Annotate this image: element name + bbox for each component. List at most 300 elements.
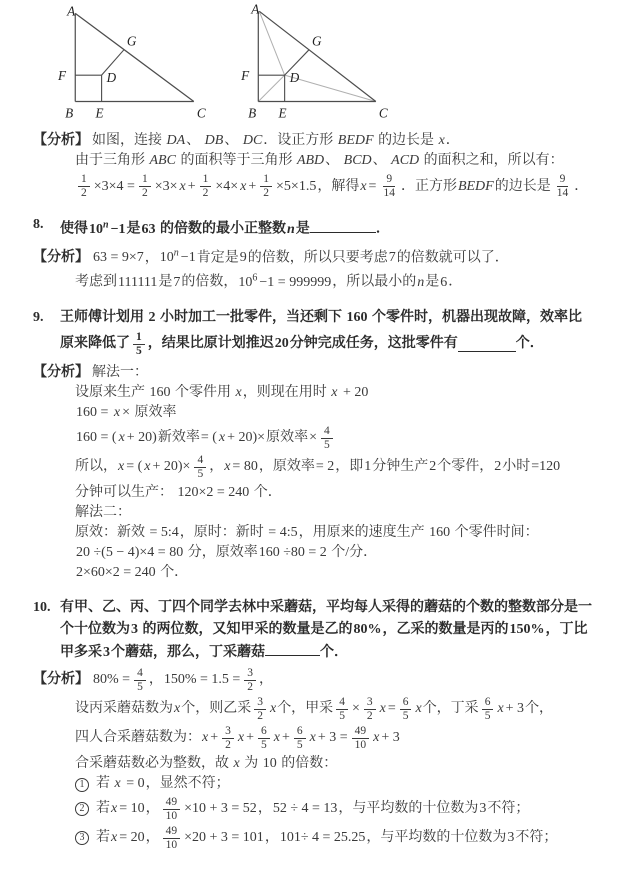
doc-line: [60, 307, 618, 329]
math-var: x: [118, 430, 125, 446]
text-run: 的面积等于三角形: [176, 153, 296, 168]
text-run: 个/分．: [327, 544, 378, 560]
analysis-block-8: [0, 244, 618, 293]
text-run: 分，原效率: [184, 544, 258, 560]
math-var: x: [273, 730, 280, 746]
text-run: 原效率: [266, 430, 309, 446]
math-num: 6: [440, 274, 448, 290]
text-run: 新效率: [157, 430, 200, 446]
fraction-numerator: 3: [364, 696, 376, 710]
fraction: [380, 173, 398, 200]
math-num: 52 ÷ 4 = 13: [272, 801, 338, 817]
vertex-label-C: C: [378, 105, 388, 121]
fraction-numerator: 6: [482, 696, 494, 710]
vertex-label-A: A: [251, 4, 260, 17]
fraction-numerator: 9: [557, 173, 569, 187]
text-run: ，: [144, 250, 159, 266]
math-num: −1: [110, 221, 126, 237]
vertex-label-E: E: [95, 105, 104, 121]
doc-line: [33, 268, 618, 293]
math-var: x: [235, 384, 242, 400]
doc-line: [33, 363, 618, 383]
math-num: ×: [122, 404, 134, 420]
circled-number: 3: [75, 831, 89, 845]
fraction-denominator: 2: [141, 187, 148, 199]
fraction-denominator: 2: [257, 709, 263, 722]
math-num: = 20: [119, 830, 145, 846]
text-run: 肯定是: [196, 250, 239, 266]
fraction: [244, 667, 256, 694]
fraction-numerator: 1: [260, 173, 272, 187]
power-base: 10: [238, 274, 253, 290]
fraction-numerator: 1: [78, 173, 90, 187]
vertex-label-D: D: [106, 70, 117, 86]
math-var: x: [331, 384, 338, 400]
fraction: [200, 173, 212, 200]
math-num: 160: [429, 524, 451, 540]
text-run: 是: [425, 274, 440, 290]
power-exponent: n: [103, 219, 109, 230]
fraction: [482, 696, 494, 723]
math-var: ABC: [149, 153, 176, 168]
doc-line: [33, 725, 618, 752]
text-run: ．: [445, 133, 460, 148]
text-run: 个，丁采: [422, 701, 479, 717]
fraction-numerator: 49: [352, 725, 370, 739]
doc-line: [33, 383, 618, 403]
fraction: [222, 725, 234, 752]
problem-statement: [60, 597, 618, 664]
fraction: [258, 725, 270, 752]
math-var: x: [233, 755, 240, 771]
math-num: 63 = 9×7: [93, 250, 144, 266]
math-num: =120: [531, 459, 561, 475]
problem-number: 10.: [33, 599, 51, 615]
math-var: DB: [204, 133, 224, 148]
fraction: [352, 725, 370, 752]
math-num: ×3×4 =: [93, 178, 135, 194]
text-run: 个十位数为: [60, 621, 130, 637]
math-num: 150%: [509, 621, 545, 637]
text-run: 是: [295, 221, 310, 237]
edge-AC: [75, 13, 194, 101]
power-expression: [159, 247, 179, 266]
text-run: 合采蘑菇数必为整数，故: [75, 755, 233, 771]
problem-statement: [60, 307, 618, 360]
math-num: = 10: [119, 801, 145, 817]
math-var: x: [415, 701, 422, 717]
vertex-label-F: F: [241, 68, 250, 84]
vertex-label-G: G: [126, 33, 137, 49]
text-run: 是: [158, 274, 173, 290]
fraction-numerator: 4: [336, 696, 348, 710]
doc-line: [33, 825, 618, 852]
fraction: [163, 825, 181, 852]
math-num: 101÷ 4 = 25.25: [279, 830, 366, 846]
problem-number: 8.: [33, 217, 44, 232]
text-run: 不符；: [487, 801, 530, 817]
text-run: 设原来生产: [75, 384, 149, 400]
fraction-denominator: 2: [81, 187, 87, 199]
fraction-denominator: 5: [402, 709, 409, 722]
math-num: 160: [149, 384, 171, 400]
text-run: ．正方形: [400, 178, 457, 194]
text-run: 、: [372, 153, 391, 168]
math-num: 63: [141, 221, 156, 237]
math-num: = 0: [122, 775, 145, 791]
fraction-numerator: 4: [321, 425, 333, 439]
answer-blank: [458, 337, 516, 352]
doc-line: [33, 454, 618, 481]
text-run: 不符；: [515, 830, 558, 846]
math-num: 80% =: [93, 672, 131, 688]
math-num: 7: [388, 250, 396, 266]
math-var: x: [144, 459, 151, 475]
text-run: ，用原来的速度生产: [298, 524, 429, 540]
fraction-numerator: 1: [139, 173, 151, 187]
math-num: = 2: [315, 459, 335, 475]
text-run: ，: [145, 830, 160, 846]
circled-number: 1: [75, 778, 89, 792]
math-num: +: [210, 730, 219, 746]
text-run: 、: [186, 133, 204, 148]
fraction-denominator: 5: [484, 709, 491, 722]
math-var: BEDF: [337, 133, 374, 148]
doc-line: [60, 331, 618, 358]
text-run: 、: [224, 133, 242, 148]
math-num: + 20)×: [152, 459, 191, 475]
doc-line: [33, 523, 618, 543]
fraction-denominator: 2: [247, 680, 254, 693]
text-run: 个．: [320, 644, 348, 660]
fraction-numerator: 6: [400, 696, 412, 710]
text-run: 小时加工一批零件，当还剩下: [156, 309, 346, 325]
math-num: ×20 + 3 = 101: [184, 830, 264, 846]
analysis-block-squares: [0, 131, 618, 200]
fraction-numerator: 49: [163, 825, 181, 839]
text-run: ，: [259, 672, 274, 688]
text-run: 个．: [515, 336, 544, 352]
math-num: 2×60×2 = 240: [76, 564, 156, 580]
math-var: ABD: [296, 153, 325, 168]
math-num: + 20: [339, 384, 369, 400]
math-num: =: [387, 701, 396, 717]
fraction-denominator: 10: [354, 738, 367, 751]
fraction: [554, 173, 572, 200]
text-run: 、: [325, 153, 343, 168]
math-var: n: [287, 221, 295, 237]
math-var: x: [379, 701, 386, 717]
math-var: x: [373, 730, 380, 746]
math-num: 10: [262, 755, 277, 771]
math-num: ×: [309, 430, 317, 446]
fraction: [133, 331, 145, 358]
text-run: 的边长是: [374, 133, 438, 148]
text-run: 个，: [525, 701, 554, 717]
text-run: 由于三角形: [75, 153, 149, 168]
fraction-denominator: 5: [137, 680, 143, 693]
text-run: 解法二：: [75, 504, 131, 520]
text-run: 四人合采蘑菇数为：: [75, 730, 201, 746]
doc-line: [33, 667, 618, 694]
math-num: −1 = 999999: [259, 274, 332, 290]
math-var: x: [111, 801, 118, 817]
doc-line: [33, 503, 618, 523]
text-run: ，显然不符；: [145, 775, 230, 791]
math-num: 1: [364, 459, 372, 475]
math-num: 7: [173, 274, 181, 290]
vertex-label-D: D: [289, 70, 300, 86]
fraction-denominator: 10: [165, 838, 178, 851]
doc-line: [33, 131, 618, 151]
math-var: x: [174, 701, 181, 717]
analysis-label: 【分析】: [33, 364, 89, 380]
fraction-denominator: 14: [556, 187, 569, 199]
fraction-numerator: 3: [222, 725, 234, 739]
text-run: ，原时：新时: [179, 524, 264, 540]
power-expression: [89, 219, 109, 237]
text-run: 个零件时间：: [451, 524, 539, 540]
math-num: 20: [274, 336, 289, 352]
doc-line: [33, 483, 618, 503]
math-num: ×5×1.5: [276, 178, 317, 194]
text-run: 的面积之和，所以有：: [420, 153, 564, 168]
math-var: x: [202, 730, 209, 746]
analysis-block-9: [0, 363, 618, 583]
text-run: ，: [145, 801, 160, 817]
math-var: x: [237, 730, 245, 746]
math-num: 160 =: [76, 404, 112, 420]
fraction: [134, 667, 146, 694]
analysis-label: 【分析】: [33, 672, 89, 688]
doc-line: [60, 597, 618, 619]
math-var: x: [438, 133, 445, 148]
text-run: 个零件用: [171, 384, 235, 400]
vertex-label-E: E: [278, 105, 287, 121]
math-var: ACD: [391, 153, 420, 168]
text-run: 小时: [502, 459, 531, 475]
text-run: 若: [96, 775, 114, 791]
math-num: ×: [351, 701, 360, 717]
fraction-denominator: 5: [323, 438, 330, 451]
figure-row: [0, 4, 618, 128]
fraction: [260, 173, 272, 200]
text-run: 若: [96, 801, 110, 817]
math-num: 120×2 = 240: [177, 484, 250, 500]
math-var: x: [240, 178, 247, 194]
math-var: DA: [166, 133, 186, 148]
math-num: 9: [239, 250, 247, 266]
answer-blank: [265, 641, 320, 656]
text-run: ，即: [335, 459, 364, 475]
doc-line: [33, 563, 618, 583]
fraction-numerator: 9: [383, 173, 395, 187]
math-num: 3: [103, 644, 110, 660]
fraction: [254, 696, 266, 723]
text-run: ，解得: [317, 178, 360, 194]
text-run: ，乙采的数量是丙的: [382, 621, 509, 637]
math-num: + 3 =: [317, 730, 348, 746]
power-base: 10: [89, 221, 103, 237]
math-num: = 4:5: [264, 524, 298, 540]
power-exponent: n: [173, 247, 179, 259]
doc-line: [33, 244, 618, 269]
text-run: 的倍数就可以了．: [396, 250, 509, 266]
math-num: 80%: [353, 621, 382, 637]
fraction-numerator: 49: [163, 796, 181, 810]
math-num: = 80: [232, 459, 258, 475]
text-run: ．设正方形: [263, 133, 337, 148]
fraction-denominator: 5: [197, 467, 204, 480]
math-num: = (: [126, 459, 143, 475]
text-run: ，与平均数的十位数为: [366, 830, 507, 846]
analysis-block-10: [0, 667, 618, 852]
math-num: =: [368, 178, 377, 194]
fraction-denominator: 5: [339, 709, 345, 722]
fraction-denominator: 5: [261, 738, 267, 751]
math-var: x: [309, 730, 316, 746]
fraction: [400, 696, 412, 723]
text-run: ，原效率: [258, 459, 315, 475]
text-run: 若: [96, 830, 110, 846]
text-run: 设丙采蘑菇数为: [75, 701, 173, 717]
math-var: BEDF: [457, 178, 494, 194]
vertex-label-B: B: [248, 105, 257, 121]
text-run: ，: [209, 459, 224, 475]
fraction-numerator: 6: [294, 725, 306, 739]
doc-line: [60, 619, 618, 641]
power-base: 10: [159, 250, 174, 266]
text-run: 分钟生产: [372, 459, 429, 475]
doc-line: [33, 403, 618, 423]
text-run: ，则现在用时: [242, 384, 331, 400]
problem-number: 9.: [33, 309, 44, 325]
text-run: 考虑到: [75, 274, 117, 290]
problem-statement: [60, 214, 618, 241]
vertex-label-A: A: [67, 4, 76, 19]
math-var: x: [497, 701, 504, 717]
fraction-denominator: 14: [383, 187, 395, 199]
math-var: n: [417, 274, 425, 290]
text-run: ，所以最小的: [332, 274, 417, 290]
math-num: 160 = (: [76, 430, 117, 446]
math-num: 160 ÷80 = 2: [258, 544, 327, 560]
doc-line: [33, 754, 618, 774]
math-num: 20 ÷(5 − 4)×4 = 80: [76, 544, 184, 560]
math-var: x: [269, 701, 277, 717]
analysis-label: 【分析】: [33, 250, 89, 266]
text-run: 原效率: [134, 404, 177, 420]
fraction: [364, 696, 376, 723]
fraction-numerator: 1: [133, 331, 145, 345]
text-run: ，: [264, 830, 279, 846]
doc-line: [60, 214, 618, 241]
text-run: 王师傅计划用: [60, 309, 148, 325]
text-run: 的倍数，所以只要考虑: [247, 250, 388, 266]
math-num: +: [281, 730, 290, 746]
math-num: +: [187, 178, 196, 194]
fraction: [78, 173, 90, 200]
problem-8: [0, 214, 618, 241]
text-run: 的两位数，又知甲采的数量是乙的: [139, 621, 353, 637]
math-var: x: [218, 430, 226, 446]
vertex-label-B: B: [65, 105, 74, 121]
fraction-denominator: 2: [263, 187, 270, 199]
text-run: 个，则乙采: [181, 701, 252, 717]
fraction-numerator: 3: [244, 667, 256, 681]
doc-line: [33, 774, 618, 794]
math-num: 3: [131, 621, 138, 637]
fraction: [163, 796, 181, 823]
fraction: [294, 725, 306, 752]
text-run: 所以，: [75, 459, 117, 475]
text-run: 的边长是: [494, 178, 551, 194]
doc-line: [33, 796, 618, 823]
math-var: x: [179, 178, 186, 194]
text-run: 个零件时，机器出现故障，效率比: [368, 309, 582, 325]
segment-BD: [258, 75, 284, 101]
math-num: 160: [346, 309, 368, 325]
text-run: 个零件，: [437, 459, 494, 475]
math-var: x: [113, 404, 121, 420]
fraction-denominator: 5: [136, 344, 142, 357]
math-num: ×3×: [154, 178, 178, 194]
text-run: 个，甲采: [277, 701, 334, 717]
text-run: ，: [257, 801, 272, 817]
math-num: + 20): [126, 430, 157, 446]
vertex-label-G: G: [312, 33, 322, 49]
text-run: ，与平均数的十位数为: [338, 801, 479, 817]
fraction-numerator: 1: [200, 173, 212, 187]
text-run: ．: [375, 221, 390, 237]
fraction: [139, 173, 151, 200]
fraction-denominator: 2: [202, 187, 209, 199]
doc-line: [33, 151, 618, 171]
math-num: = (: [200, 430, 217, 446]
math-num: ×4×: [215, 178, 239, 194]
math-var: x: [114, 775, 121, 791]
text-run: ，: [148, 672, 163, 688]
math-var: x: [118, 459, 125, 475]
text-run: ，结果比原计划推迟: [147, 336, 274, 352]
text-run: 有甲、乙、丙、丁四个同学去林中采蘑菇，平均每人采得的蘑菇的个数的整数部分是一: [60, 599, 592, 615]
text-run: 的倍数，: [181, 274, 238, 290]
math-num: 111111: [118, 274, 158, 290]
math-var: x: [360, 178, 367, 194]
text-run: ．: [448, 274, 463, 290]
math-num: + 20)×: [227, 430, 266, 446]
math-num: + 3: [505, 701, 525, 717]
fraction: [336, 696, 348, 723]
math-num: 2: [429, 459, 437, 475]
vertex-label-C: C: [196, 105, 206, 121]
fraction-denominator: 2: [366, 709, 373, 722]
text-run: 个．: [156, 564, 189, 580]
math-num: +: [246, 730, 254, 746]
math-num: 3: [507, 830, 515, 846]
power-expression: [238, 272, 258, 290]
math-num: −1: [180, 250, 196, 266]
text-run: 的倍数的最小正整数: [156, 221, 287, 237]
vertex-label-F: F: [58, 68, 67, 84]
fraction-denominator: 2: [225, 738, 231, 751]
text-run: ，丁比: [545, 621, 588, 637]
text-run: 分钟可以生产：: [75, 484, 177, 500]
doc-line: [60, 641, 618, 664]
math-num: 150% = 1.5 =: [163, 672, 241, 688]
math-var: BCD: [343, 153, 372, 168]
text-run: 甲多采: [60, 644, 102, 660]
